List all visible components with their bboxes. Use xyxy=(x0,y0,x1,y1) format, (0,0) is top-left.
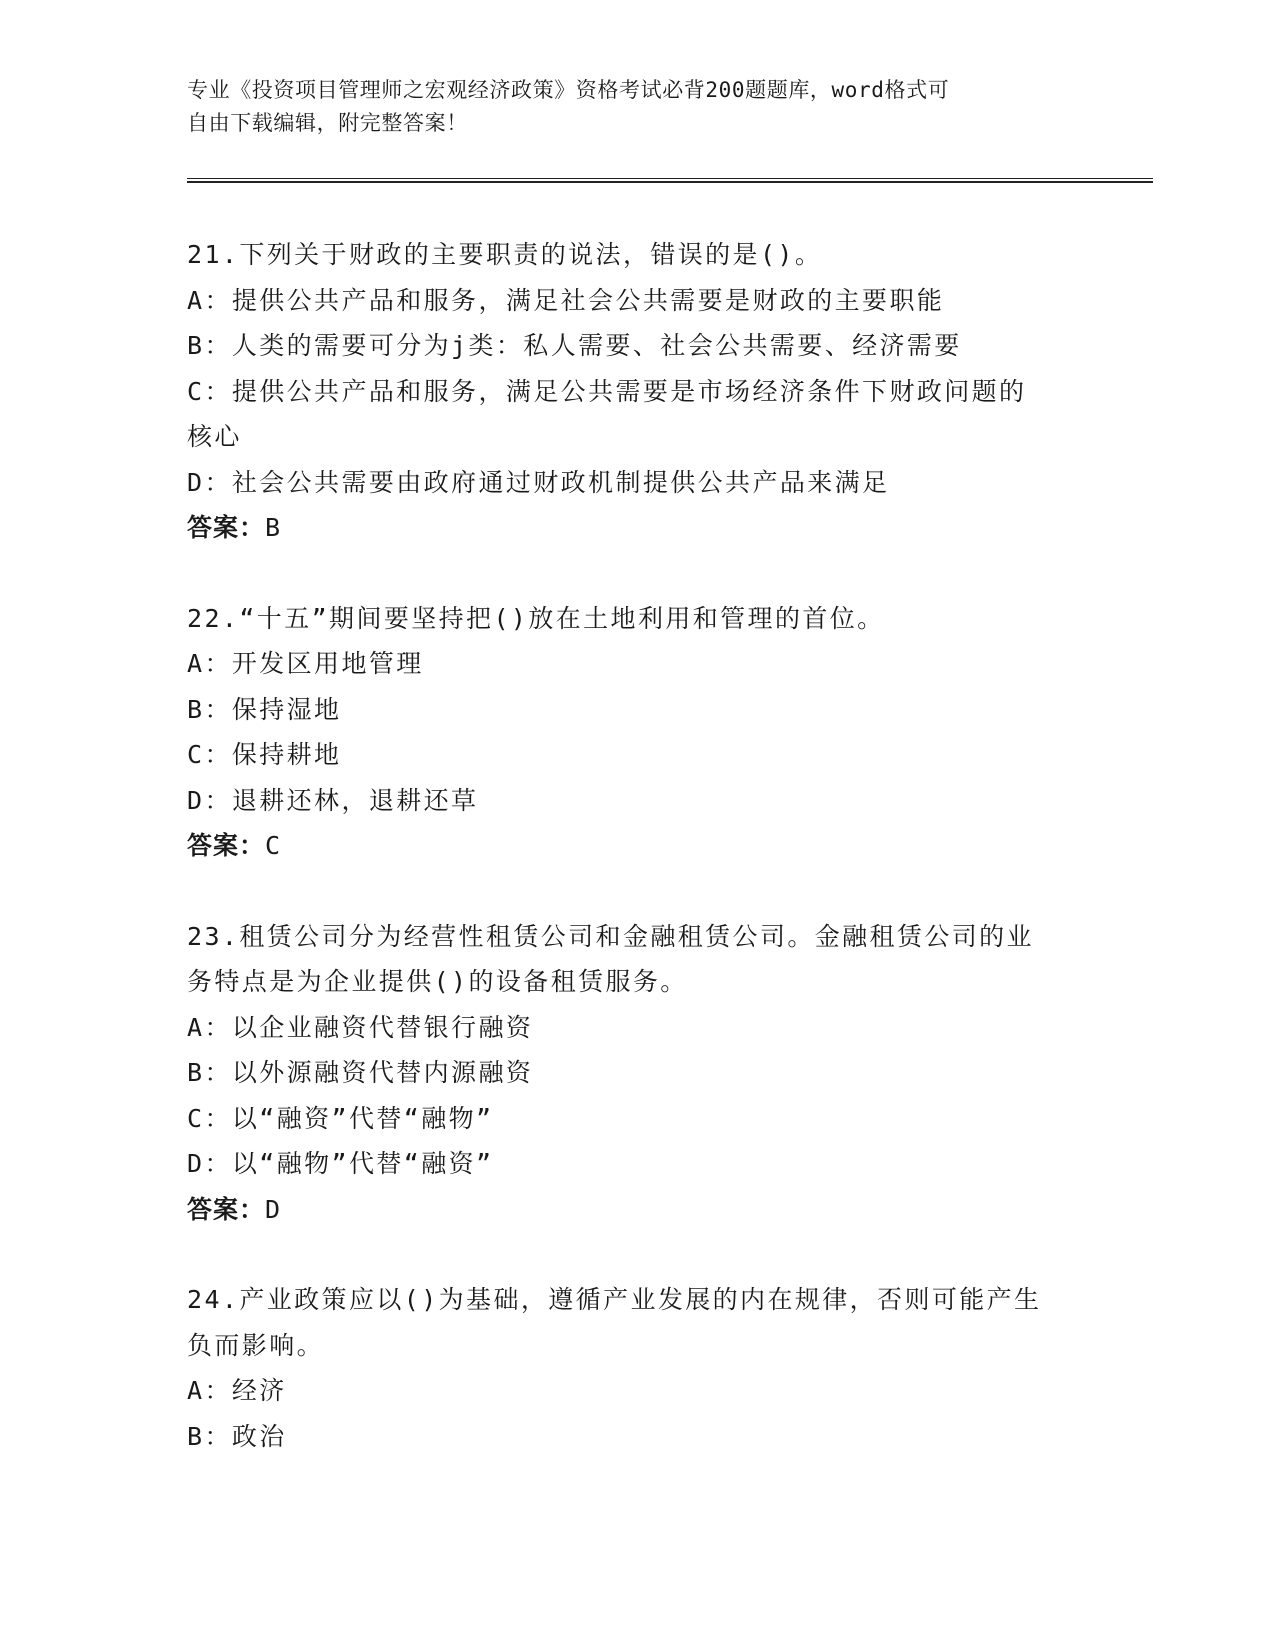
answer-option: A：以企业融资代替银行融资 xyxy=(187,1012,534,1042)
question-stem: 22.“十五”期间要坚持把()放在土地利用和管理的首位。 xyxy=(187,603,885,633)
question-stem: 务特点是为企业提供()的设备租赁服务。 xyxy=(187,967,688,996)
question-stem: 23.租赁公司分为经营性租赁公司和金融租赁公司。金融租赁公司的业 xyxy=(187,921,1034,951)
answer-option: 核心 xyxy=(187,422,242,451)
answer-option: D：以“融物”代替“融资” xyxy=(187,1149,494,1178)
answer-option: B：以外源融资代替内源融资 xyxy=(187,1058,534,1087)
answer-label: 答案： xyxy=(187,831,266,860)
answer-value: B xyxy=(265,513,282,542)
answer-key xyxy=(187,1187,1077,1233)
answer-option: D：退耕还林，退耕还草 xyxy=(187,785,479,815)
answer-option: C：提供公共产品和服务，满足公共需要是市场经济条件下财政问题的 xyxy=(187,376,1027,406)
question-block xyxy=(187,1277,1077,1459)
header-line-2: 自由下载编辑，附完整答案！ xyxy=(187,111,468,135)
document-header xyxy=(187,74,1067,140)
answer-option: A：开发区用地管理 xyxy=(187,649,424,678)
answer-key xyxy=(187,823,1077,869)
question-stem: 24.产业政策应以()为基础，遵循产业发展的内在规律，否则可能产生 xyxy=(187,1285,1042,1314)
question-stem: 21.下列关于财政的主要职责的说法，错误的是()。 xyxy=(187,240,823,269)
answer-option: A：提供公共产品和服务，满足社会公共需要是财政的主要职能 xyxy=(187,285,945,315)
question-block xyxy=(187,914,1077,1233)
header-line-1: 专业《投资项目管理师之宏观经济政策》资格考试必背200题题库，word格式可 xyxy=(187,78,950,102)
answer-option: B：政治 xyxy=(187,1421,287,1451)
answer-option: D：社会公共需要由政府通过财政机制提供公共产品来满足 xyxy=(187,467,890,497)
answer-value: D xyxy=(265,1194,282,1224)
question-list xyxy=(187,232,1077,1504)
answer-option: B：人类的需要可分为j类：私人需要、社会公共需要、经济需要 xyxy=(187,331,962,360)
header-divider xyxy=(187,178,1153,183)
answer-option: B：保持湿地 xyxy=(187,694,342,724)
answer-option: A：经济 xyxy=(187,1376,287,1405)
answer-value: C xyxy=(265,831,282,860)
answer-label: 答案： xyxy=(187,513,266,542)
answer-option: C：以“融资”代替“融物” xyxy=(187,1103,494,1133)
question-stem: 负而影响。 xyxy=(187,1330,325,1360)
question-block xyxy=(187,232,1077,551)
answer-label: 答案： xyxy=(187,1194,266,1224)
answer-option: C：保持耕地 xyxy=(187,740,342,769)
answer-key xyxy=(187,505,1077,551)
question-block xyxy=(187,596,1077,869)
